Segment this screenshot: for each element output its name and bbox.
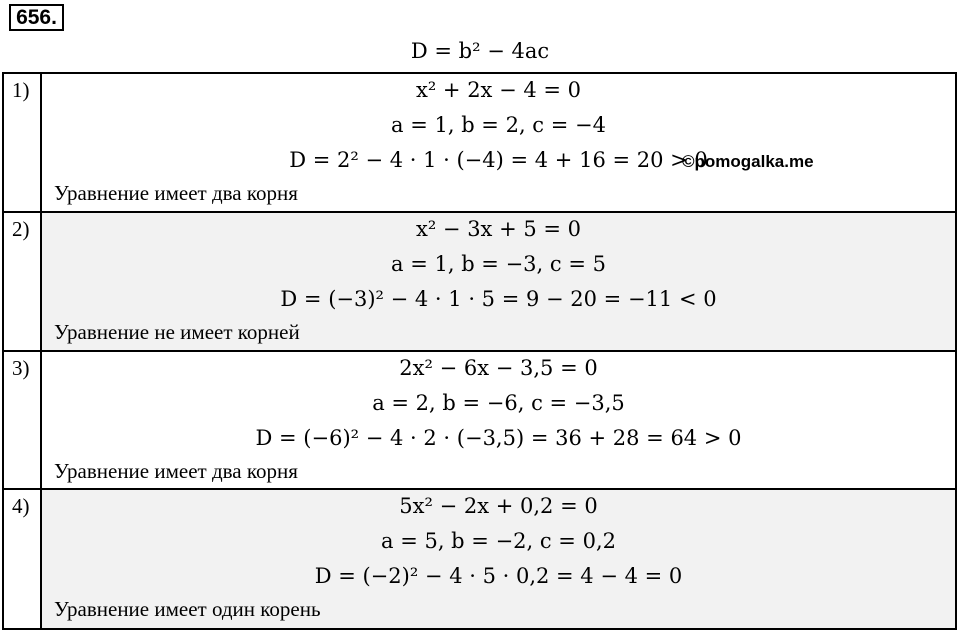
equation: x² − 3x + 5 = 0: [415, 217, 582, 241]
watermark: ©pomogalka.me: [682, 152, 814, 171]
row-number: 4): [4, 490, 42, 628]
coefficients: a = 1, b = −3, c = 5: [391, 252, 606, 276]
row-content: [42, 74, 955, 213]
table-row: [2, 488, 957, 628]
discriminant-calculation: D = (−6)² − 4 · 2 · (−3,5) = 36 + 28 = 64 > 0: [255, 426, 742, 450]
problem-number: 656.: [9, 4, 64, 31]
discriminant-calculation: D = 2² − 4 · 1 · (−4) = 4 + 16 = 20 > 0: [289, 148, 708, 172]
conclusion: Уравнение имеет один корень: [54, 597, 321, 621]
solution-table: [2, 72, 957, 630]
conclusion: Уравнение не имеет корней: [54, 320, 300, 344]
equation: 5x² − 2x + 0,2 = 0: [399, 494, 598, 518]
discriminant-calculation: D = (−3)² − 4 · 1 · 5 = 9 − 20 = −11 < 0: [280, 287, 717, 311]
conclusion: Уравнение имеет два корня: [54, 181, 298, 205]
row-number: 3): [4, 352, 42, 490]
row-number: 1): [4, 74, 42, 213]
table-row: [2, 350, 957, 490]
row-content: [42, 213, 955, 352]
table-row: [2, 74, 957, 213]
coefficients: a = 1, b = 2, c = −4: [391, 113, 606, 137]
discriminant-calculation: D = (−2)² − 4 · 5 · 0,2 = 4 − 4 = 0: [314, 564, 683, 588]
coefficients: a = 5, b = −2, c = 0,2: [381, 529, 616, 553]
row-number: 2): [4, 213, 42, 352]
equation: x² + 2x − 4 = 0: [415, 78, 582, 102]
coefficients: a = 2, b = −6, c = −3,5: [372, 391, 625, 415]
row-content: [42, 352, 955, 490]
conclusion: Уравнение имеет два корня: [54, 459, 298, 483]
table-row: [2, 211, 957, 352]
equation: 2x² − 6x − 3,5 = 0: [399, 356, 598, 380]
row-content: [42, 490, 955, 628]
discriminant-formula: D = b² − 4ac: [410, 39, 550, 63]
